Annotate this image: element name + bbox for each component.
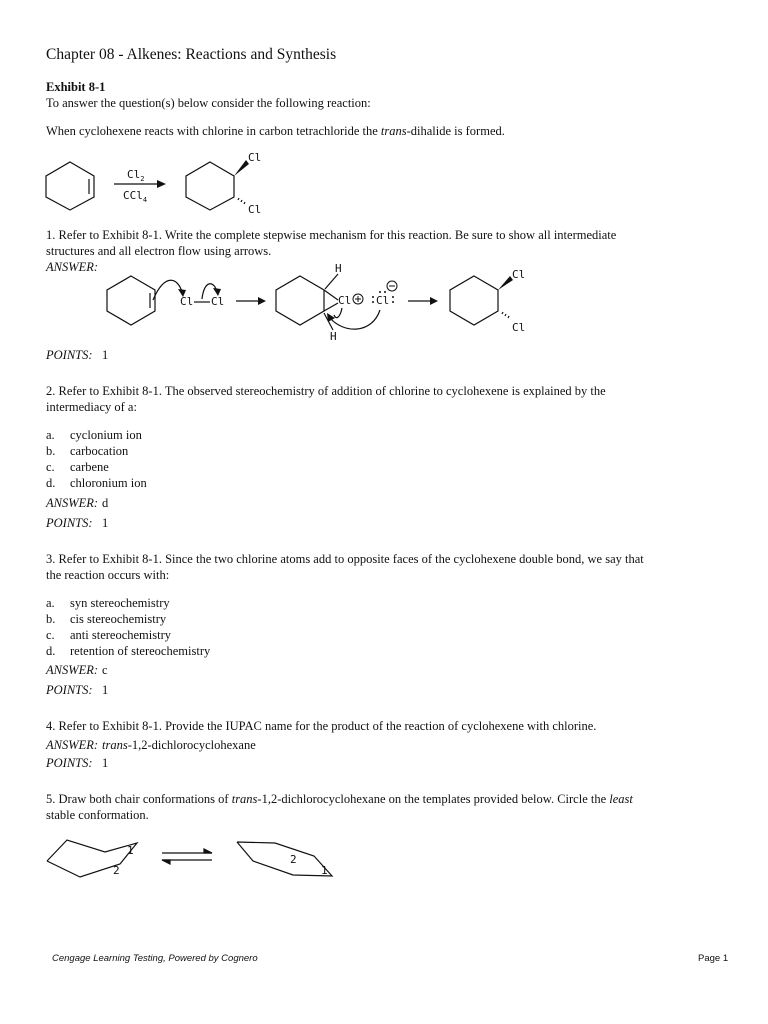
intermediate-h-bottom: H: [330, 330, 337, 343]
footer-credit: Cengage Learning Testing, Powered by Cognero: [52, 953, 258, 964]
product-cl-top: Cl: [248, 151, 262, 164]
q2-text-line2: intermediacy of a:: [46, 400, 137, 414]
q2-option-c: c. carbene: [46, 460, 109, 474]
exhibit-intro: To answer the question(s) below consider the following reaction:: [46, 96, 371, 110]
page-number: Page 1: [698, 953, 729, 964]
q3-text-line2: the reaction occurs with:: [46, 568, 170, 582]
reagent-solvent: CCl$_4$: [123, 189, 148, 204]
q2-option-b: b. carbocation: [46, 444, 129, 458]
q2-answer: ANSWER: d: [46, 496, 109, 510]
chair2-label-2: 2: [290, 853, 297, 866]
mech-cl-a: Cl: [180, 295, 194, 308]
bridging-cl: Cl: [338, 294, 352, 307]
exhibit-heading: Exhibit 8-1: [46, 80, 106, 94]
q2-text-line1: 2. Refer to Exhibit 8-1. The observed stereochemistry of addition of chlorine to cyclohexene is explained by the: [46, 384, 606, 398]
equilibrium-arrows: [162, 849, 212, 864]
chair2-label-1: 1: [321, 864, 328, 877]
mech-product-cl-top: Cl: [512, 268, 526, 281]
chair-template-2: [237, 842, 332, 876]
mech-product-cl-bottom: Cl: [512, 321, 526, 334]
q1-points: POINTS: 1: [46, 348, 109, 362]
q2-option-d: d. chloronium ion: [46, 476, 147, 490]
q2-points: POINTS: 1: [46, 516, 109, 530]
q4-answer: ANSWER: trans-1,2-dichlorocyclohexane: [46, 738, 256, 752]
q4-points: POINTS: 1: [46, 756, 109, 770]
q3-answer: ANSWER: c: [46, 663, 108, 677]
q5-text-line1: 5. Draw both chair conformations of trans-1,2-dichlorocyclohexane on the templates provided below. Circle the least: [46, 792, 633, 806]
q2-option-a: a. cyclonium ion: [46, 428, 142, 442]
exhibit-statement: When cyclohexene reacts with chlorine in carbon tetrachloride the trans-dihalide is formed.: [46, 124, 505, 138]
q3-text-line1: 3. Refer to Exhibit 8-1. Since the two chlorine atoms add to opposite faces of the cyclohexene double bond, we say that: [46, 552, 644, 566]
mech-cl-b: Cl: [211, 295, 225, 308]
intermediate-h-top: H: [335, 262, 342, 275]
q1-text-line1: 1. Refer to Exhibit 8-1. Write the complete stepwise mechanism for this reaction. Be sure to show all intermediate: [46, 228, 617, 242]
chloride-anion: Cl: [376, 294, 390, 307]
chair1-label-2: 2: [113, 864, 120, 877]
q3-option-c: c. anti stereochemistry: [46, 628, 172, 642]
reagent-chlorine: $Cl_2$: [127, 168, 145, 183]
chair-template-1: [47, 840, 137, 877]
page-title: Chapter 08 - Alkenes: Reactions and Synthesis: [46, 46, 337, 63]
q5-text-line2: stable conformation.: [46, 808, 149, 822]
q4-text: 4. Refer to Exhibit 8-1. Provide the IUPAC name for the product of the reaction of cyclohexene with chlorine.: [46, 719, 597, 733]
q3-option-a: a. syn stereochemistry: [46, 596, 170, 610]
q1-answer-label: ANSWER:: [46, 260, 99, 274]
q3-points: POINTS: 1: [46, 683, 109, 697]
q3-option-b: b. cis stereochemistry: [46, 612, 167, 626]
q1-text-line2: structures and all electron flow using arrows.: [46, 244, 272, 258]
product-cl-bottom: Cl: [248, 203, 262, 216]
chair1-label-1: 1: [127, 844, 134, 857]
q3-option-d: d. retention of stereochemistry: [46, 644, 211, 658]
